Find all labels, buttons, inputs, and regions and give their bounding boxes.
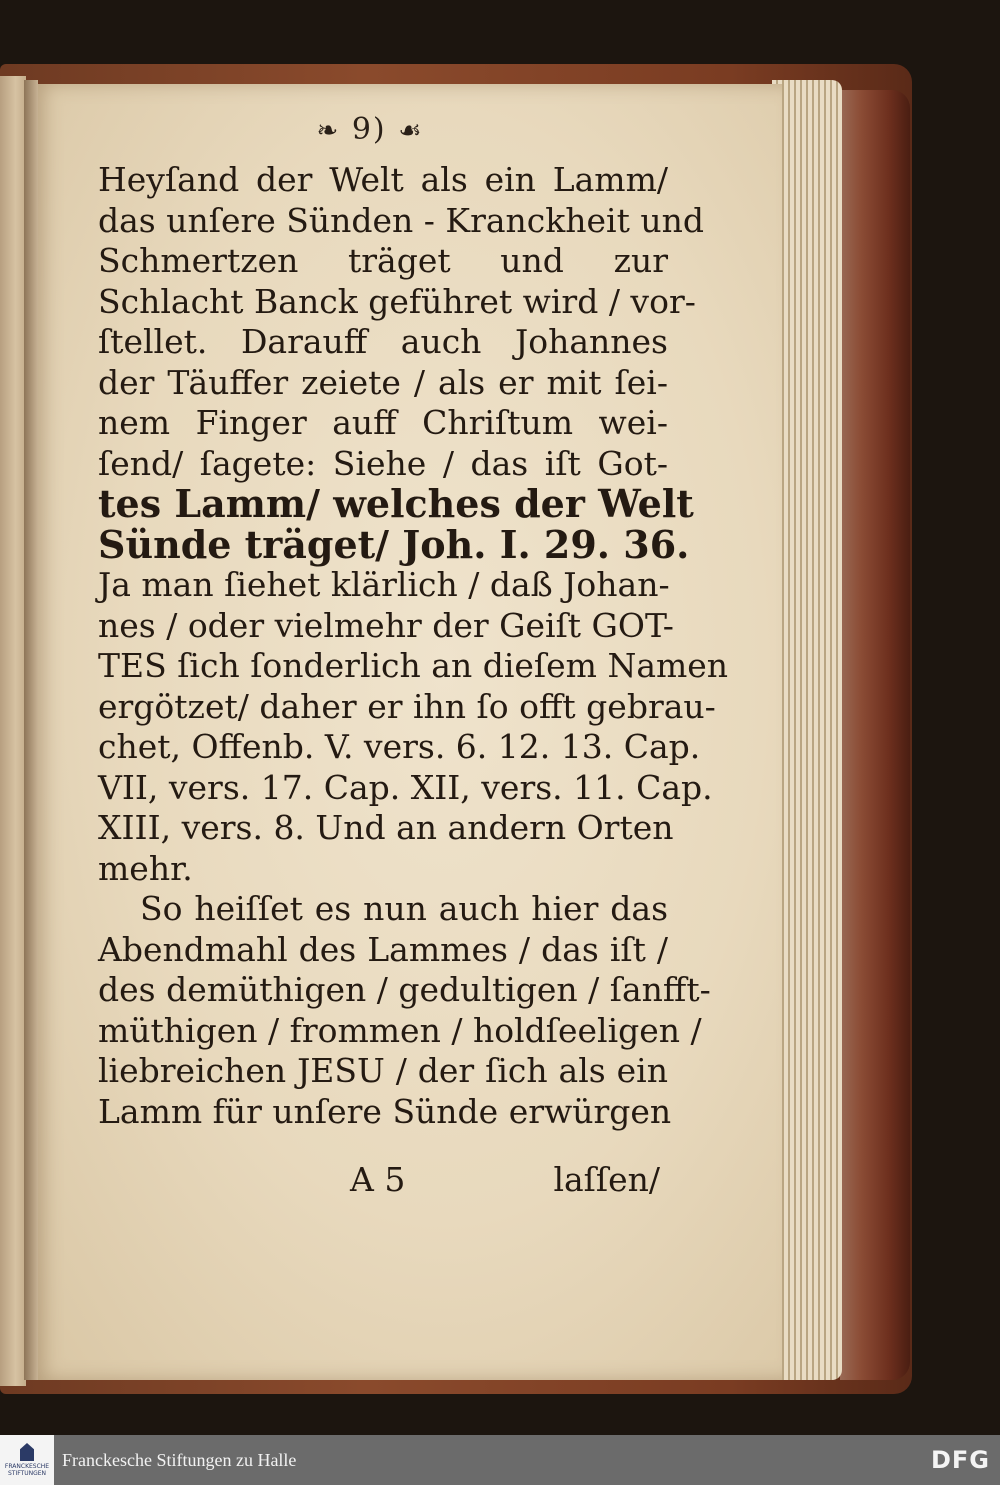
text-line: müthigen / frommen / holdſeeligen / <box>98 1010 702 1050</box>
text-line: TES ſich ſonderlich an dieſem Namen <box>98 646 729 685</box>
institution-logo-icon <box>20 1443 34 1461</box>
page-edges <box>772 80 842 1380</box>
text-line: XIII, vers. 8. Und an andern Orten <box>98 808 674 847</box>
right-ornament-icon: ☙ <box>398 116 424 146</box>
text-line: liebreichen JESU / der ſich als ein <box>98 1051 668 1090</box>
left-ornament-icon: ❧ <box>316 116 341 146</box>
text-line: tes Lamm/ welches der Welt <box>98 481 694 526</box>
text-line: Schlacht Banck geführet wird / vor- <box>98 281 696 321</box>
text-line: So heiſſet es nun auch hier das <box>140 889 668 928</box>
dfg-logo[interactable]: DFG <box>930 1446 990 1474</box>
text-line: chet, Offenb. V. vers. 6. 12. 13. Cap. <box>98 727 701 766</box>
text-line: Abendmahl des Lammes / das iſt / <box>98 929 668 969</box>
text-line: mehr. <box>98 848 193 888</box>
text-line: nes / oder vielmehr der Geiſt GOT- <box>98 605 674 645</box>
cover-edge <box>840 90 910 1380</box>
text-line: Lamm für unſere Sünde erwürgen <box>98 1091 672 1131</box>
text-line: nem Finger auff Chriſtum wei- <box>98 403 668 442</box>
signature-mark: A 5 <box>350 1160 406 1199</box>
gutter <box>24 80 38 1380</box>
left-page-edge <box>0 76 26 1386</box>
logo-text-2: STIFTUNGEN <box>7 1470 47 1477</box>
catchword: laſſen/ <box>553 1160 660 1199</box>
text-line: des demüthigen / gedultigen / ſanfft- <box>98 970 711 1009</box>
institution-logo[interactable] <box>0 1435 54 1485</box>
text-line: Schmertzen träget und zur <box>98 241 668 280</box>
page-header <box>270 112 470 147</box>
page-text <box>98 160 729 1132</box>
text-line: Ja man ſiehet klärlich / daß Johan- <box>98 565 670 604</box>
text-line: Heyſand der Welt als ein Lamm/ <box>98 160 668 199</box>
text-line: ſend/ ſagete: Siehe / das iſt Got- <box>98 443 668 483</box>
page-footer <box>340 1160 660 1199</box>
text-line: VII, vers. 17. Cap. XII, vers. 11. Cap. <box>98 767 713 807</box>
viewer-footer-bar <box>0 1435 1000 1485</box>
page-number: 9) <box>351 112 387 147</box>
text-line: ſtellet. Darauff auch Johannes <box>98 322 668 361</box>
institution-name[interactable]: Franckesche Stiftungen zu Halle <box>62 1449 297 1470</box>
text-line: ergötzet/ daher er ihn ſo offt gebrau- <box>98 686 716 726</box>
text-line: das unſere Sünden - Kranckheit und <box>98 200 704 240</box>
text-line: der Täuffer zeiete / als er mit ſei- <box>98 362 668 402</box>
logo-text-1: FRANCKESCHE <box>4 1463 50 1470</box>
text-line: Sünde träget/ Joh. I. 29. 36. <box>98 521 690 567</box>
